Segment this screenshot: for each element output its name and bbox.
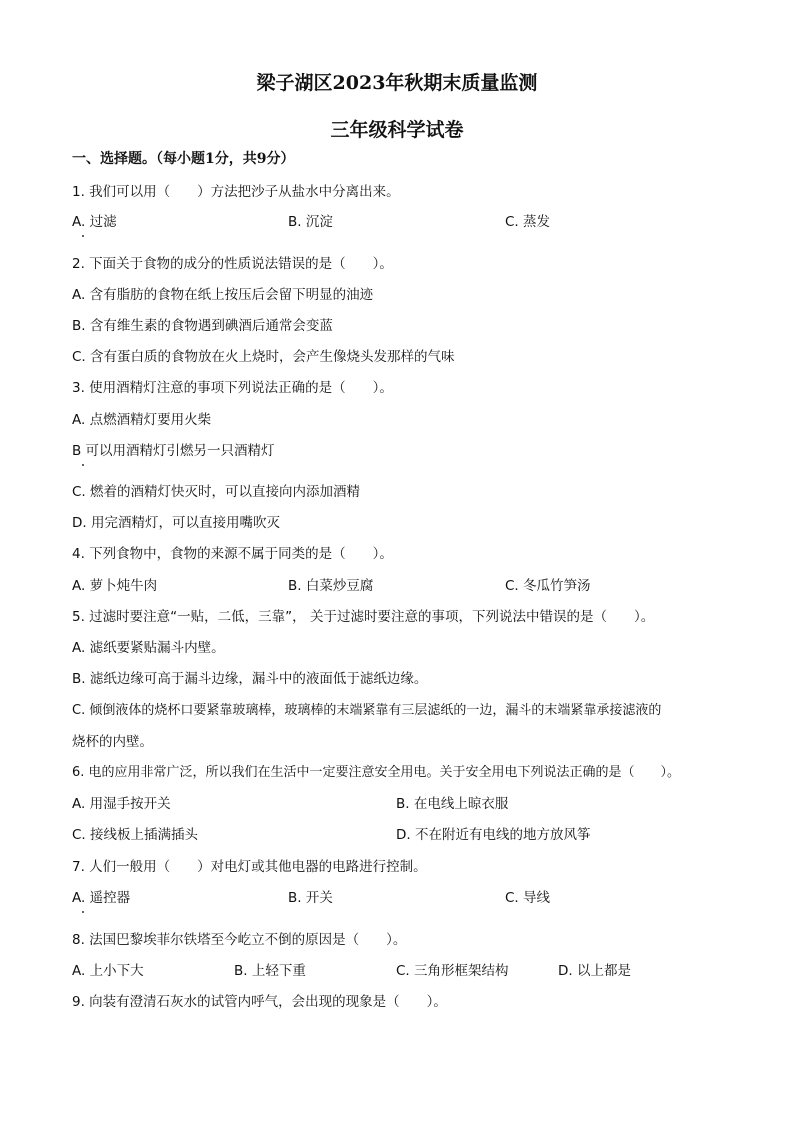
question-1-option-c: C. 蒸发	[505, 214, 551, 230]
question-6-option-d: D. 不在附近有电线的地方放风筝	[396, 827, 591, 843]
question-2-stem: 2. 下面关于食物的成分的性质说法错误的是（ ）。	[72, 256, 393, 272]
question-3-option-c: C. 燃着的酒精灯快灭时，可以直接向内添加酒精	[72, 484, 361, 500]
question-3-stem: 3. 使用酒精灯注意的事项下列说法正确的是（ ）。	[72, 380, 393, 396]
question-4-option-b: B. 白菜炒豆腐	[288, 578, 374, 594]
question-5-option-b: B. 滤纸边缘可高于漏斗边缘，漏斗中的液面低于滤纸边缘。	[72, 671, 428, 687]
question-2-option-b: B. 含有维生素的食物遇到碘酒后通常会变蓝	[72, 318, 333, 334]
stray-mark	[82, 235, 84, 237]
question-4-option-a: A. 萝卜炖牛肉	[72, 578, 158, 594]
question-8-option-b: B. 上轻下重	[234, 963, 306, 979]
question-3-option-a: A. 点燃酒精灯要用火柴	[72, 412, 212, 428]
question-2-option-a: A. 含有脂肪的食物在纸上按压后会留下明显的油迹	[72, 287, 374, 303]
question-1-option-a: A. 过滤	[72, 214, 117, 230]
question-8-stem: 8. 法国巴黎埃菲尔铁塔至今屹立不倒的原因是（ ）。	[72, 932, 407, 948]
exam-title: 梁子湖区2023年秋期末质量监测	[256, 72, 538, 94]
exam-subtitle: 三年级科学试卷	[330, 119, 464, 141]
question-7-option-c: C. 导线	[505, 890, 551, 906]
question-3-option-d: D. 用完酒精灯，可以直接用嘴吹灭	[72, 515, 280, 531]
section-heading: 一、选择题。（每小题1分，共9分）	[72, 151, 295, 167]
question-8-option-a: A. 上小下大	[72, 963, 144, 979]
question-7-option-a: A. 遥控器	[72, 890, 131, 906]
question-5-option-c: C. 倾倒液体的烧杯口要紧靠玻璃棒，玻璃棒的末端紧靠有三层滤纸的一边，漏斗的末端紧靠承接滤液的	[72, 703, 662, 718]
stray-mark	[82, 911, 84, 913]
question-6-option-a: A. 用湿手按开关	[72, 796, 171, 812]
question-6-stem: 6. 电的应用非常广泛，所以我们在生活中一定要注意安全用电。关于安全用电下列说法正确的是（ ）。	[72, 765, 681, 780]
question-7-option-b: B. 开关	[288, 890, 333, 906]
question-8-option-d: D. 以上都是	[558, 963, 631, 979]
question-7-stem: 7. 人们一般用（ ）对电灯或其他电器的电路进行控制。	[72, 859, 427, 875]
question-4-option-c: C. 冬瓜竹笋汤	[505, 578, 591, 594]
question-6-option-b: B. 在电线上晾衣服	[396, 796, 509, 812]
question-5-option-c-cont: 烧杯的内壁。	[72, 734, 153, 750]
stray-mark	[82, 464, 84, 466]
question-6-option-c: C. 接线板上插满插头	[72, 827, 199, 843]
question-1-stem: 1. 我们可以用（ ）方法把沙子从盐水中分离出来。	[72, 184, 400, 200]
question-4-stem: 4. 下列食物中，食物的来源不属于同类的是（ ）。	[72, 546, 393, 562]
question-5-stem: 5. 过滤时要注意“一贴，二低，三靠”， 关于过滤时要注意的事项，下列说法中错误的是（ ）。	[72, 609, 655, 625]
question-8-option-c: C. 三角形框架结构	[396, 963, 509, 979]
question-2-option-c: C. 含有蛋白质的食物放在火上烧时，会产生像烧头发那样的气味	[72, 349, 455, 365]
question-3-option-b: B 可以用酒精灯引燃另一只酒精灯	[72, 443, 275, 459]
question-1-option-b: B. 沉淀	[288, 214, 333, 230]
question-5-option-a: A. 滤纸要紧贴漏斗内壁。	[72, 640, 225, 656]
question-9-stem: 9. 向装有澄清石灰水的试管内呼气，会出现的现象是（ ）。	[72, 994, 447, 1010]
